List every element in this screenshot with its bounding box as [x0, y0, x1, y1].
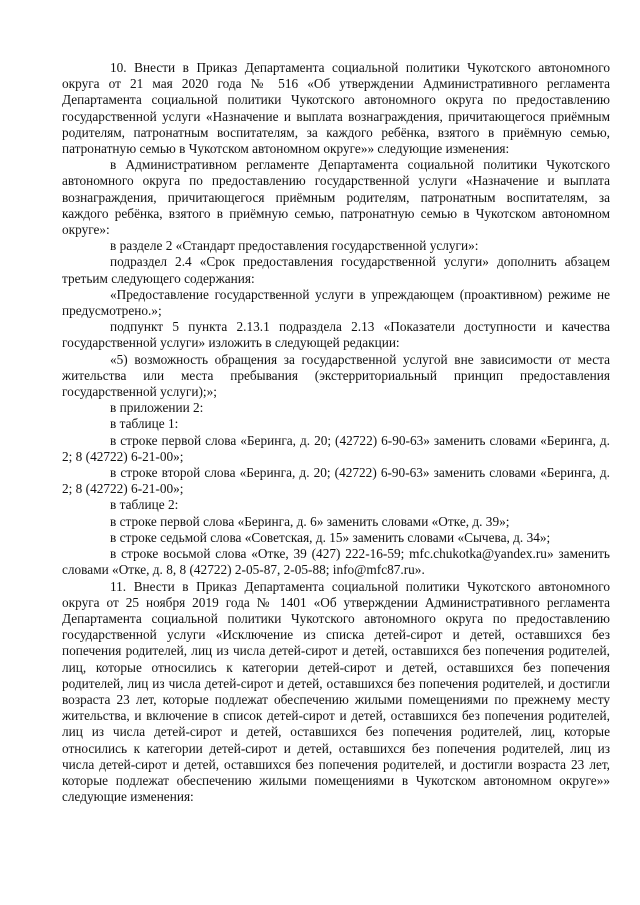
document-page [62, 60, 610, 805]
paragraph-subsection-2-4: подраздел 2.4 «Срок предоставления государственной услуги» дополнить абзацем третьим следующего содержания: [62, 254, 610, 286]
paragraph-table-2-row-1: в строке первой слова «Беринга, д. 6» заменить словами «Отке, д. 39»; [110, 513, 510, 529]
paragraph-table-1-row-1: в строке первой слова «Беринга, д. 20; (42722) 6-90-63» заменить словами «Беринга, д. 2; 8 (42722) 6-21-00»; [62, 432, 610, 464]
paragraph-table-2-row-8: в строке восьмой слова «Отке, 39 (427) 222-16-59; mfc.chukotka@yandex.ru» заменить словами «Отке, д. 8, 8 (42722) 2-05-87, 2-05-88; info@mfc87.ru». [62, 546, 610, 578]
paragraph-proactive-mode: «Предоставление государственной услуги в упреждающем (проактивном) режиме не предусмотрено.»; [62, 286, 610, 319]
paragraph-regulation-intro: в Административном регламенте Департамента социальной политики Чукотского автономного округа по предоставлению государственной услуги «Назначение и выплата вознаграждения, причитающегося приёмным родителям, патронатным воспитателям, за каждого ребёнка, взятого в приёмную семью, патронатную семью в Чукотском автономном округе»: [62, 157, 610, 238]
paragraph-table-2-row-7: в строке седьмой слова «Советская, д. 15» заменить словами «Сычева, д. 34»; [110, 529, 551, 545]
paragraph-subitem-5: подпункт 5 пункта 2.13.1 подраздела 2.13 «Показатели доступности и качества государственной услуги» изложить в следующей редакции: [62, 319, 610, 351]
paragraph-item-10-intro: 10. Внести в Приказ Департамента социальной политики Чукотского автономного округа от 21 мая 2020 года № 516 «Об утверждении Административного регламента Департамента социальной политики Чукотского автономного округа по предоставлению государственной услуги «Назначение и выплата вознаграждения, причитающегося приёмным родителям, патронатным воспитателям, за каждого ребёнка, взятого в приёмную семью, патронатную семью в Чукотском автономном округе»» следующие изменения: [62, 60, 610, 157]
paragraph-item-11-intro: 11. Внести в Приказ Департамента социальной политики Чукотского автономного округа от 25 ноября 2019 года № 1401 «Об утверждении Административного регламента Департамента социальной политики Чукотского автономного округа по предоставлению государственной услуги «Исключение из списка детей-сирот и детей, оставшихся без попечения родителей, лиц из числа детей-сирот и детей, оставшихся без попечения родителей, лиц, которые относились к категории детей-сирот и детей, оставшихся без попечения родителей, лиц из числа детей-сирот и детей, оставшихся без попечения родителей, и достигли возраста 23 лет, которые подлежат обеспечению жилыми помещениями по прежнему месту жительства, и включение в список детей-сирот и детей, оставшихся без попечения родителей, лиц из числа детей-сирот и детей, оставшихся без попечения родителей, лиц, которые относились к категории детей-сирот и детей, оставшихся без попечения родителей, лиц из числа детей-сирот и детей, оставшихся без попечения родителей, и достигли возраста 23 лет, которые подлежат обеспечению жилыми помещениями в Чукотском автономном округе»» следующие изменения: [62, 578, 610, 805]
paragraph-table-2: в таблице 2: [110, 497, 179, 513]
paragraph-extraterritorial: «5) возможность обращения за государственной услугой вне зависимости от места жительства или места пребывания (экстерриториальный принцип предоставления государственной услуги);»; [62, 351, 610, 400]
paragraph-table-1: в таблице 1: [110, 416, 179, 432]
paragraph-appendix-2: в приложении 2: [110, 400, 204, 416]
paragraph-table-1-row-2: в строке второй слова «Беринга, д. 20; (42722) 6-90-63» заменить словами «Беринга, д. 2; 8 (42722) 6-21-00»; [62, 465, 610, 497]
paragraph-section-2: в разделе 2 «Стандарт предоставления государственной услуги»: [110, 238, 479, 254]
